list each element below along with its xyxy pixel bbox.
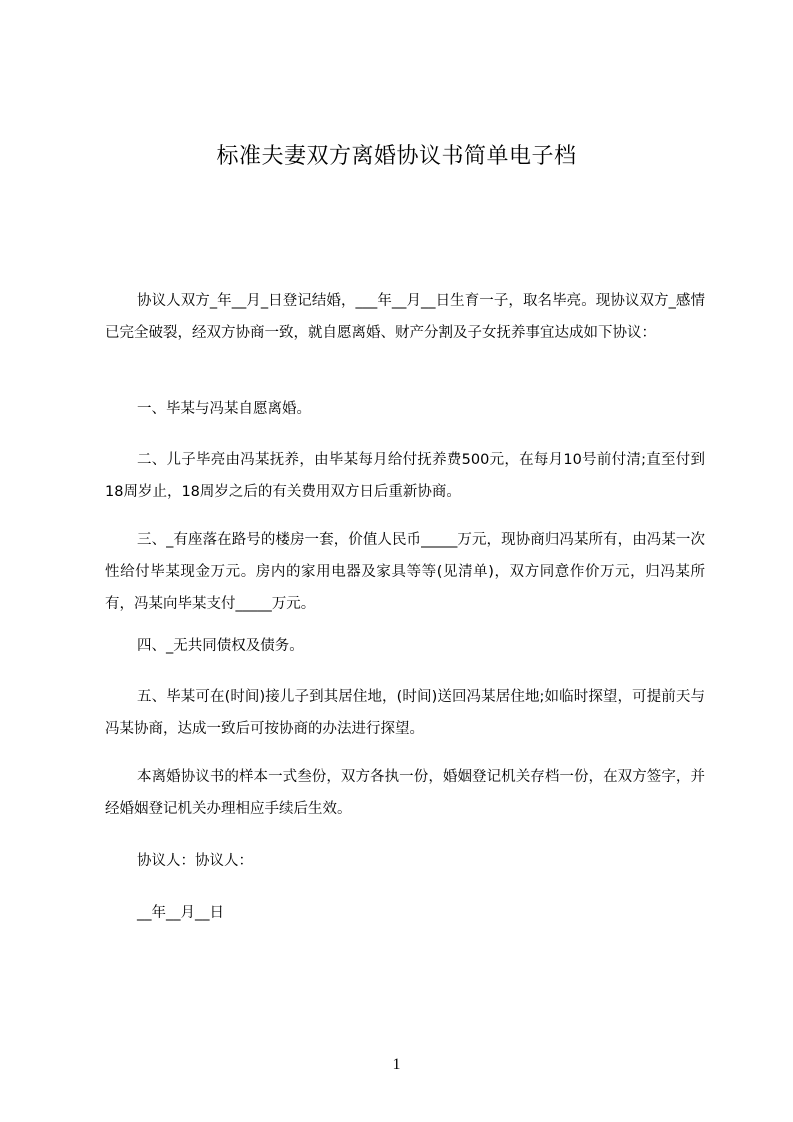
- clause-1-paragraph: 一、毕某与冯某自愿离婚。: [137, 401, 311, 417]
- date-line: __年__月__日: [137, 905, 224, 921]
- clause-3-paragraph: 三、_有座落在路号的楼房一套，价值人民币_____万元，现协商归冯某所有，由冯某一次性给付毕某现金万元。房内的家用电器及家具等等(见清单)，双方同意作价万元，归冯某所有，冯某向毕某支付_____万元。: [105, 532, 705, 612]
- copies-paragraph: 本离婚协议书的样本一式叁份，双方各执一份，婚姻登记机关存档一份，在双方签字，并经婚姻登记机关办理相应手续后生效。: [105, 769, 705, 817]
- page-number: 1: [392, 1056, 401, 1073]
- clause-4-paragraph: 四、_无共同债权及债务。: [137, 638, 304, 654]
- intro-paragraph: 协议人双方_年__月_日登记结婚，___年__月__日生育一子，取名毕亮。现协议双方_感情已完全破裂，经双方协商一致，就自愿离婚、财产分割及子女抚养事宜达成如下协议：: [105, 293, 705, 341]
- document-title: 标准夫妻双方离婚协议书简单电子档: [216, 144, 577, 169]
- clause-5-paragraph: 五、毕某可在(时间)接儿子到其居住地，(时间)送回冯某居住地;如临时探望，可提前天与冯某协商，达成一致后可按协商的办法进行探望。: [105, 689, 705, 737]
- clause-2-paragraph: 二、儿子毕亮由冯某抚养，由毕某每月给付抚养费500元，在每月10号前付清;直至付到18周岁止，18周岁之后的有关费用双方日后重新协商。: [105, 452, 705, 500]
- signature-line: 协议人：协议人：: [137, 853, 253, 869]
